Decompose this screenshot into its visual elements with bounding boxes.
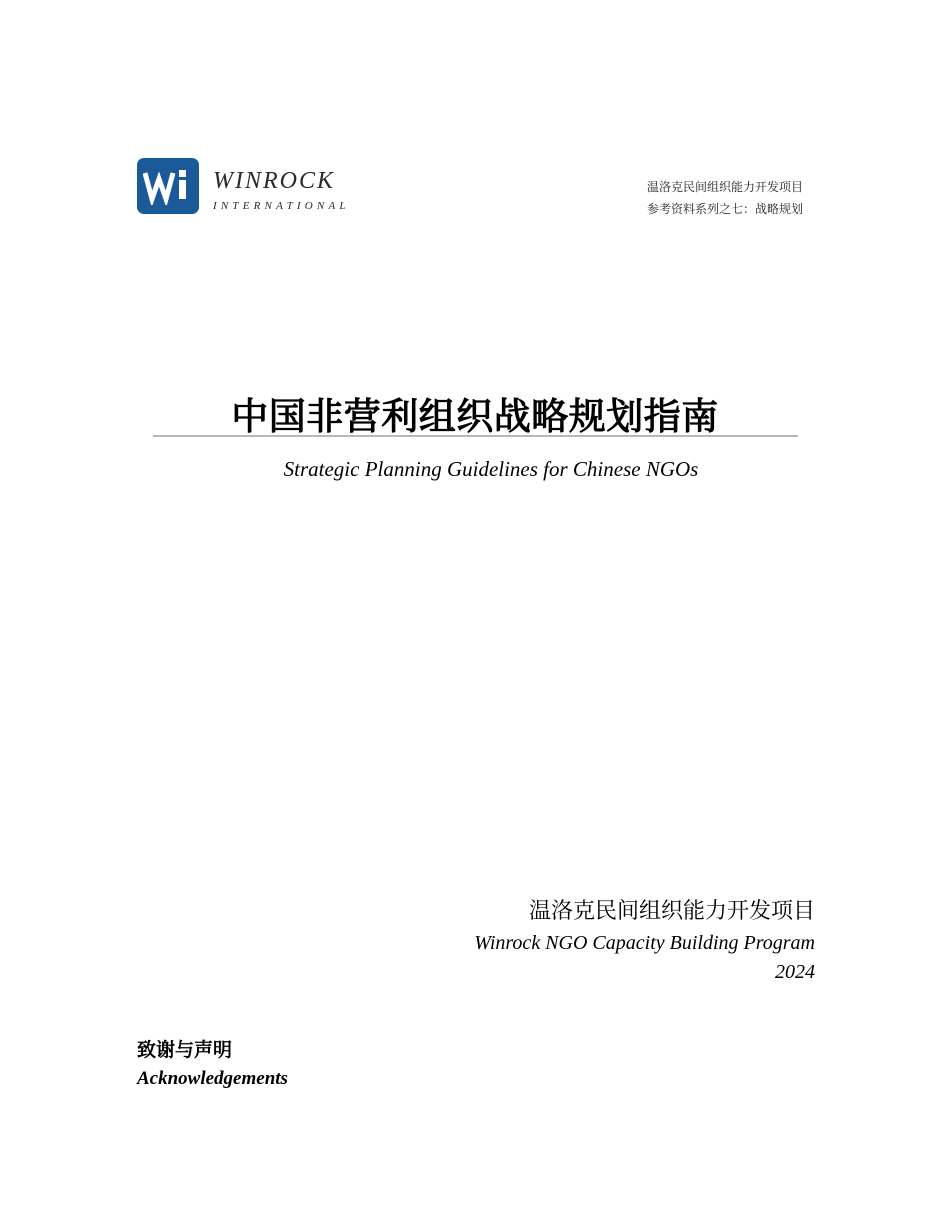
acknowledgements-heading-en: Acknowledgements bbox=[137, 1068, 288, 1089]
page-title: 中国非营利组织战略规划指南 bbox=[231, 395, 719, 438]
acknowledgements-heading bbox=[137, 1036, 288, 1094]
page-subtitle: Strategic Planning Guidelines for Chinese NGOs bbox=[283, 457, 699, 481]
logo-name: WINROCK bbox=[213, 168, 335, 194]
series-line-reference: 参考资料系列之七：战略规划 bbox=[646, 202, 803, 216]
program-name-en: Winrock NGO Capacity Building Program bbox=[474, 932, 815, 954]
wi-glyph-icon bbox=[143, 167, 193, 205]
acknowledgements-heading-zh: 致谢与声明 bbox=[137, 1039, 233, 1061]
winrock-logo bbox=[137, 158, 377, 216]
title-divider bbox=[153, 435, 798, 437]
program-name-zh: 温洛克民间组织能力开发项目 bbox=[528, 899, 815, 924]
series-line-project: 温洛克民间组织能力开发项目 bbox=[646, 180, 803, 194]
winrock-logo-mark-icon bbox=[137, 158, 199, 214]
logo-subtitle: INTERNATIONAL bbox=[213, 200, 350, 212]
program-block bbox=[474, 895, 815, 987]
program-year: 2024 bbox=[775, 961, 815, 983]
series-info bbox=[647, 176, 803, 220]
